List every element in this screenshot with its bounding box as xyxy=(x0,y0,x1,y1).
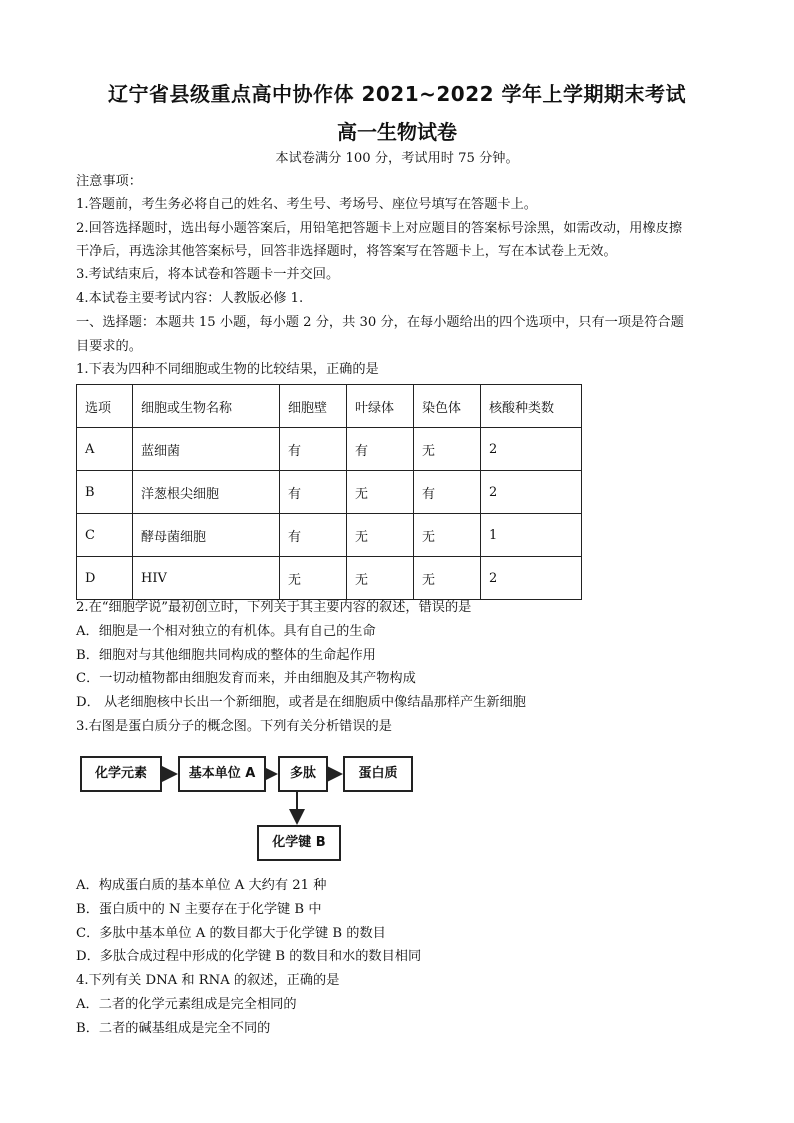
exam-title: 辽宁省县级重点高中协作体 2021~2022 学年上学期期末考试 xyxy=(107,82,686,106)
table-cell: A xyxy=(77,428,133,471)
notes-heading: 注意事项： xyxy=(76,174,142,189)
q2-option-b: B．细胞对与其他细胞共同构成的整体的生命起作用 xyxy=(76,648,376,663)
q3-option-d: D．多肽合成过程中形成的化学键 B 的数目和水的数目相同 xyxy=(76,949,422,964)
note-item: 3.考试结束后，将本试卷和答题卡一并交回。 xyxy=(76,267,340,282)
q2-stem: 2.在“细胞学说”最初创立时，下列关于其主要内容的叙述，错误的是 xyxy=(76,600,472,615)
q3-stem: 3.右图是蛋白质分子的概念图。下列有关分析错误的是 xyxy=(76,719,392,734)
table-cell: 洋葱根尖细胞 xyxy=(133,471,280,514)
note-item: 干净后，再选涂其他答案标号，回答非选择题时，将答案写在答题卡上，写在本试卷上无效。 xyxy=(76,244,617,259)
table-cell: 酵母菌细胞 xyxy=(133,514,280,557)
table-cell: 无 xyxy=(280,557,347,600)
table-cell: 蓝细菌 xyxy=(133,428,280,471)
diagram-node-elements: 化学元素 xyxy=(80,756,162,792)
q2-option-c: C．一切动植物都由细胞发育而来，并由细胞及其产物构成 xyxy=(76,671,416,686)
table-cell: 无 xyxy=(414,428,481,471)
table-header: 细胞壁 xyxy=(280,385,347,428)
note-item: 2.回答选择题时，选出每小题答案后，用铅笔把答题卡上对应题目的答案标号涂黑，如需改动，用橡皮擦 xyxy=(76,221,683,236)
table-cell: D xyxy=(77,557,133,600)
table-cell: 有 xyxy=(280,428,347,471)
exam-subtitle: 高一生物试卷 xyxy=(337,120,457,144)
table-cell: 2 xyxy=(481,557,582,600)
table-cell: 2 xyxy=(481,428,582,471)
diagram-node-peptide: 多肽 xyxy=(278,756,328,792)
table-cell: 有 xyxy=(280,514,347,557)
note-item: 4.本试卷主要考试内容：人教版必修 1. xyxy=(76,291,304,306)
table-header: 叶绿体 xyxy=(347,385,414,428)
table-cell: 无 xyxy=(414,514,481,557)
table-cell: 无 xyxy=(347,557,414,600)
table-header: 选项 xyxy=(77,385,133,428)
section-heading: 一、选择题：本题共 15 小题，每小题 2 分，共 30 分，在每小题给出的四个选项中，只有一项是符合题 xyxy=(76,315,684,330)
q3-option-c: C．多肽中基本单位 A 的数目都大于化学键 B 的数目 xyxy=(76,926,386,941)
table-header: 核酸种类数 xyxy=(481,385,582,428)
table-header: 细胞或生物名称 xyxy=(133,385,280,428)
table-cell: HIV xyxy=(133,557,280,600)
q4-stem: 4.下列有关 DNA 和 RNA 的叙述，正确的是 xyxy=(76,973,340,988)
q4-option-b: B．二者的碱基组成是完全不同的 xyxy=(76,1021,271,1036)
table-header: 染色体 xyxy=(414,385,481,428)
diagram-node-unit-a: 基本单位 A xyxy=(178,756,266,792)
table-cell: 1 xyxy=(481,514,582,557)
table-cell: 无 xyxy=(347,514,414,557)
q2-option-d: D． 从老细胞核中长出一个新细胞，或者是在细胞质中像结晶那样产生新细胞 xyxy=(76,695,526,710)
q2-option-a: A．细胞是一个相对独立的有机体。具有自己的生命 xyxy=(76,624,376,639)
table-cell: 无 xyxy=(414,557,481,600)
q4-option-a: A．二者的化学元素组成是完全相同的 xyxy=(76,997,297,1012)
section-heading-cont: 目要求的。 xyxy=(76,339,142,354)
table-cell: C xyxy=(77,514,133,557)
table-cell: 有 xyxy=(280,471,347,514)
table-cell: 有 xyxy=(347,428,414,471)
note-item: 1.答题前，考生务必将自己的姓名、考生号、考场号、座位号填写在答题卡上。 xyxy=(76,197,537,212)
diagram-node-protein: 蛋白质 xyxy=(343,756,413,792)
exam-meta: 本试卷满分 100 分，考试用时 75 分钟。 xyxy=(275,151,519,166)
q1-stem: 1.下表为四种不同细胞或生物的比较结果，正确的是 xyxy=(76,362,379,377)
table-cell: 2 xyxy=(481,471,582,514)
table-cell: 无 xyxy=(347,471,414,514)
q3-option-b: B．蛋白质中的 N 主要存在于化学键 B 中 xyxy=(76,902,322,917)
q3-option-a: A．构成蛋白质的基本单位 A 大约有 21 种 xyxy=(76,878,327,893)
diagram-node-bond-b: 化学键 B xyxy=(257,825,341,861)
table-cell: B xyxy=(77,471,133,514)
table-cell: 有 xyxy=(414,471,481,514)
